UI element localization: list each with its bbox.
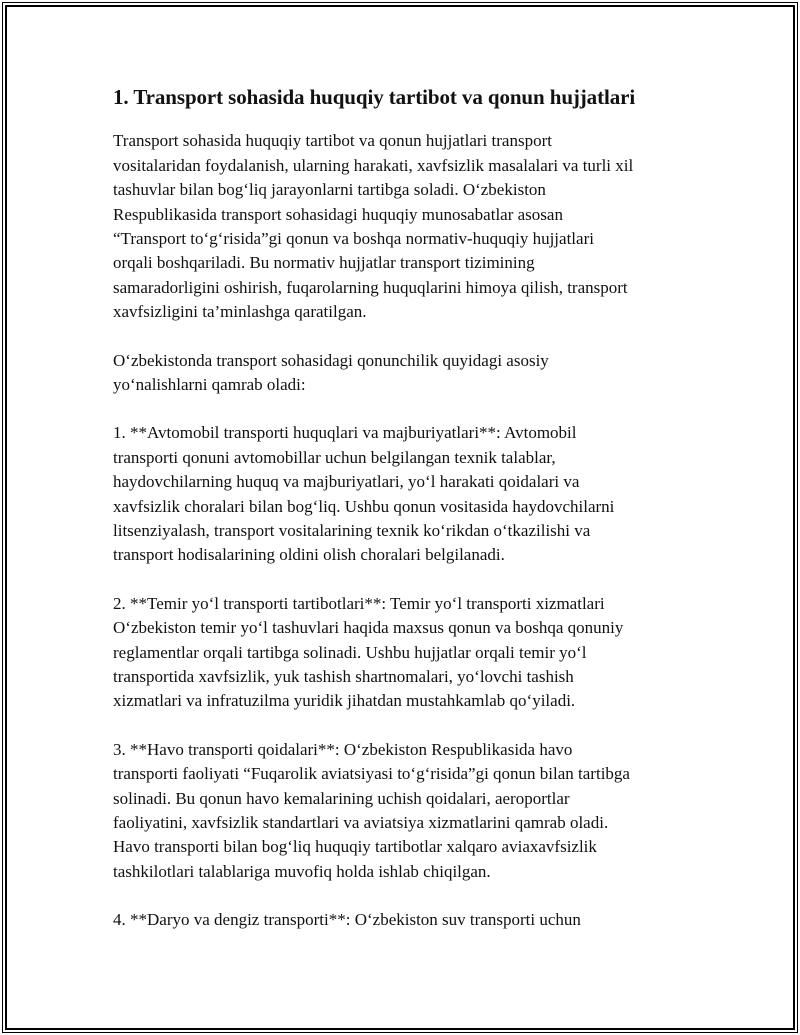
paragraph-air-transport: 3. **Havo transporti qoidalari**: O‘zbekiston Respublikasida havo transporti faoliyati “Fuqarolik aviatsiyasi to‘g‘risida”gi qonun bilan tartibga solinadi. Bu qonun havo kemalarining uchish qoidalari, aeroportlar faoliyatini, xavfsizlik standartlari va aviatsiya xizmatlarini qamrab oladi. Havo transporti bilan bog‘liq huquqiy tartibotlar xalqaro aviaxavfsizlik tashkilotlari talablariga muvofiq holda ishlab chiqilgan.	[113, 739, 630, 881]
paragraph-intro: Transport sohasida huquqiy tartibot va qonun hujjatlari transport vositalaridan foydalanish, ularning harakati, xavfsizlik masalalari va turli xil tashuvlar bilan bog‘liq jarayonlarni tartibga soladi. O‘zbekiston Respublikasida transport sohasidagi huquqiy munosabatlar asosan “Transport to‘g‘risida”gi qonun va boshqa normativ-huquqiy hujjatlari orqali boshqariladi. Bu normativ hujjatlar transport tizimining samaradorligini oshirish, fuqarolarning huquqlarini himoya qilish, transport xavfsizligini ta’minlashga qaratilgan.	[113, 131, 634, 322]
paragraph-directions: O‘zbekistonda transport sohasidagi qonunchilik quyidagi asosiy yo‘nalishlarni qamrab oladi:	[113, 350, 549, 394]
paragraph-rail-transport: 2. **Temir yo‘l transporti tartibotlari**: Temir yo‘l transporti xizmatlari O‘zbekiston temir yo‘l tashuvlari haqida maxsus qonun va boshqa qonuniy reglamentlar orqali tartibga solinadi. Ushbu hujjatlar orqali temir yo‘l transportida xavfsizlik, yuk tashish shartnomalari, yo‘lovchi tashish xizmatlari va infratuzilma yuridik jihatdan mustahkamlab qo‘yiladi.	[113, 593, 624, 711]
paragraph-road-transport: 1. **Avtomobil transporti huquqlari va majburiyatlari**: Avtomobil transporti qonuni avtomobillar uchun belgilangan texnik talablar, haydovchilarning huquq va majburiyatlari, yo‘l harakati qoidalari va xavfsizlik choralari bilan bog‘liq. Ushbu qonun vositasida haydovchilarni litsenziyalash, transport vositalarining texnik ko‘rikdan o‘tkazilishi va transport hodisalarining oldini olish choralari belgilanadi.	[113, 423, 615, 565]
document-title: 1. Transport sohasida huquqiy tartibot va qonun hujjatlari	[113, 85, 636, 109]
paragraph-water-transport: 4. **Daryo va dengiz transporti**: O‘zbekiston suv transporti uchun	[113, 910, 581, 930]
document-body	[113, 84, 703, 957]
